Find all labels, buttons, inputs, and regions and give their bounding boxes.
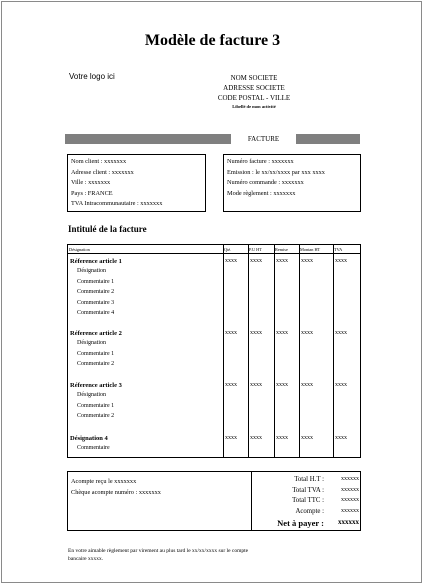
article-value: xxxx — [335, 258, 347, 264]
invoice-heading: Intitulé de la facture — [68, 224, 147, 234]
column-divider — [223, 245, 224, 457]
article-value: xxxx — [301, 258, 313, 264]
invoice-line: Emission : le xx/xx/xxxx par xxx xxxx — [227, 168, 325, 176]
invoice-page — [1, 1, 422, 583]
company-name: NOM SOCIETE — [230, 74, 278, 82]
article-value: xxxx — [276, 258, 288, 264]
total-label: Acompte : — [295, 507, 324, 515]
client-line: Pays : FRANCE — [71, 189, 113, 197]
section-bar-right — [296, 134, 360, 144]
client-line: Adresse client : xxxxxxx — [71, 168, 134, 176]
article-value: xxxx — [250, 330, 262, 336]
total-value: xxxxxx — [341, 497, 359, 503]
total-label: Net à payer : — [277, 518, 324, 528]
column-header: Désignation — [69, 247, 90, 252]
column-divider — [333, 245, 334, 457]
section-label: FACTURE — [247, 135, 280, 143]
article-line: Commentaire 2 — [77, 289, 115, 295]
invoice-info-box — [223, 154, 361, 212]
totals-divider — [251, 472, 252, 530]
article-value: xxxx — [225, 382, 237, 388]
total-value: xxxxxx — [341, 476, 359, 482]
client-info-box — [67, 154, 206, 212]
article-value: xxxx — [301, 382, 313, 388]
article-title: Réference article 2 — [70, 330, 122, 337]
section-bar-left — [65, 134, 231, 144]
article-title: Désignation 4 — [70, 435, 108, 442]
article-line: Commentaire 3 — [77, 299, 115, 306]
article-value: xxxx — [301, 330, 313, 336]
total-value: xxxxxx — [341, 486, 359, 493]
column-header: Montan HT — [300, 247, 321, 252]
column-header: Qté. — [224, 247, 232, 252]
client-line: Nom client : xxxxxxx — [71, 158, 127, 165]
article-value: xxxx — [225, 330, 237, 336]
article-value: xxxx — [301, 435, 313, 441]
total-label: Total TVA : — [292, 486, 324, 494]
client-line: Ville : xxxxxxx — [71, 179, 111, 186]
company-block — [182, 73, 326, 111]
article-line: Commentaire — [77, 445, 110, 451]
article-value: xxxx — [250, 382, 262, 388]
article-title: Réference article 3 — [70, 382, 122, 389]
article-value: xxxx — [225, 258, 237, 264]
totals-box — [67, 471, 361, 531]
article-line: Commentaire 1 — [77, 402, 115, 409]
column-header: P.U HT — [249, 247, 262, 252]
article-line: Commentaire 1 — [77, 278, 115, 285]
items-table — [67, 244, 361, 458]
total-value: xxxxxx — [338, 518, 359, 526]
client-line: TVA Intracommunautaire : xxxxxxx — [71, 200, 163, 207]
article-value: xxxx — [250, 258, 262, 264]
article-line: Désignation — [77, 268, 106, 274]
invoice-line: Mode règlement : xxxxxxx — [227, 189, 296, 197]
page-title: Modèle de facture 3 — [144, 32, 281, 49]
article-value: xxxx — [225, 435, 237, 441]
article-value: xxxx — [335, 382, 347, 388]
invoice-line: Numéro commande : xxxxxxx — [227, 179, 304, 186]
column-divider — [274, 245, 275, 457]
total-value: xxxxxx — [341, 507, 359, 514]
column-divider — [248, 245, 249, 457]
acompte-line: Acompte reçu le xxxxxxx — [71, 478, 137, 485]
article-line: Désignation — [77, 392, 106, 398]
company-postal: CODE POSTAL - VILLE — [217, 94, 291, 102]
article-value: xxxx — [276, 435, 288, 441]
acompte-line: Chèque acompte numéro : xxxxxxx — [71, 489, 161, 496]
logo-placeholder: Votre logo ici — [69, 72, 115, 81]
payment-note: En votre aimable règlement par virement au plus tard le xx/xx/xxxx sur le compte bancaire xxxxx. — [68, 548, 249, 562]
article-line: Commentaire 4 — [77, 310, 115, 316]
article-title: Réference article 1 — [70, 258, 122, 265]
article-line: Commentaire 2 — [77, 361, 115, 367]
article-value: xxxx — [276, 330, 288, 336]
article-value: xxxx — [335, 435, 347, 441]
article-value: xxxx — [250, 435, 262, 441]
article-line: Désignation — [77, 340, 106, 346]
column-header: TVA — [334, 247, 343, 252]
invoice-line: Numéro facture : xxxxxxx — [227, 158, 294, 165]
total-label: Total TTC : — [292, 497, 324, 504]
column-header: Remise — [275, 247, 288, 252]
article-value: xxxx — [335, 330, 347, 336]
company-address: ADRESSE SOCIETE — [223, 84, 285, 92]
company-activity: Libellé de mon activité — [232, 104, 276, 109]
article-line: Commentaire 2 — [77, 413, 115, 419]
article-value: xxxx — [276, 382, 288, 388]
article-line: Commentaire 1 — [77, 350, 115, 357]
column-divider — [299, 245, 300, 457]
total-label: Total H.T : — [294, 476, 324, 483]
